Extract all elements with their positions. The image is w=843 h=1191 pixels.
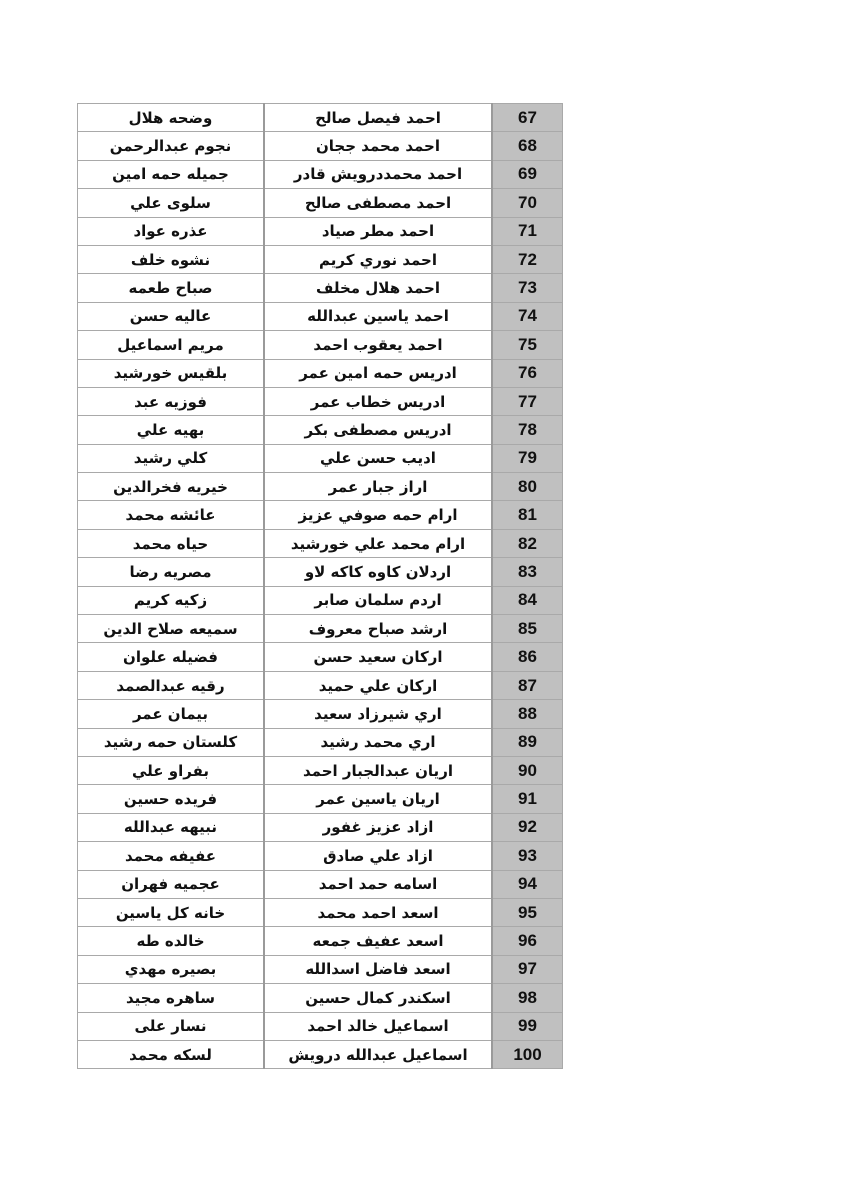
table-row bbox=[78, 274, 563, 302]
full-name-cell: اديب حسن علي bbox=[264, 444, 492, 472]
row-number-cell: 93 bbox=[492, 842, 563, 870]
row-number-cell: 86 bbox=[492, 643, 563, 671]
full-name-cell: احمد مطر صياد bbox=[264, 217, 492, 245]
mother-name-cell: عذره عواد bbox=[78, 217, 265, 245]
table-row bbox=[78, 359, 563, 387]
mother-name-cell: نجوم عبدالرحمن bbox=[78, 132, 265, 160]
full-name-cell: اسعد احمد محمد bbox=[264, 898, 492, 926]
mother-name-cell: بهيه علي bbox=[78, 416, 265, 444]
full-name-cell: احمد محمددرويش قادر bbox=[264, 160, 492, 188]
full-name-cell: احمد هلال مخلف bbox=[264, 274, 492, 302]
table-row bbox=[78, 842, 563, 870]
full-name-cell: احمد نوري كريم bbox=[264, 245, 492, 273]
row-number-cell: 68 bbox=[492, 132, 563, 160]
row-number-cell: 91 bbox=[492, 785, 563, 813]
row-number-cell: 67 bbox=[492, 104, 563, 132]
row-number-cell: 94 bbox=[492, 870, 563, 898]
full-name-cell: احمد محمد ججان bbox=[264, 132, 492, 160]
mother-name-cell: زكيه كريم bbox=[78, 586, 265, 614]
mother-name-cell: بيمان عمر bbox=[78, 700, 265, 728]
table-row bbox=[78, 529, 563, 557]
full-name-cell: احمد يعقوب احمد bbox=[264, 331, 492, 359]
row-number-cell: 75 bbox=[492, 331, 563, 359]
row-number-cell: 96 bbox=[492, 927, 563, 955]
row-number-cell: 69 bbox=[492, 160, 563, 188]
full-name-cell: ارام محمد علي خورشيد bbox=[264, 529, 492, 557]
table-row bbox=[78, 984, 563, 1012]
table-row bbox=[78, 416, 563, 444]
row-number-cell: 73 bbox=[492, 274, 563, 302]
mother-name-cell: مريم اسماعيل bbox=[78, 331, 265, 359]
full-name-cell: احمد فيصل صالح bbox=[264, 104, 492, 132]
mother-name-cell: بفراو علي bbox=[78, 756, 265, 784]
mother-name-cell: ساهره مجيد bbox=[78, 984, 265, 1012]
table-row bbox=[78, 898, 563, 926]
mother-name-cell: فضيله علوان bbox=[78, 643, 265, 671]
full-name-cell: ازاد علي صادق bbox=[264, 842, 492, 870]
mother-name-cell: خالده طه bbox=[78, 927, 265, 955]
table-row bbox=[78, 160, 563, 188]
mother-name-cell: فوزيه عبد bbox=[78, 387, 265, 415]
full-name-cell: اردلان كاوه كاكه لاو bbox=[264, 558, 492, 586]
table-row bbox=[78, 785, 563, 813]
table-row bbox=[78, 501, 563, 529]
mother-name-cell: سميعه صلاح الدين bbox=[78, 615, 265, 643]
mother-name-cell: خانه كل ياسين bbox=[78, 898, 265, 926]
table-row bbox=[78, 189, 563, 217]
full-name-cell: اري محمد رشيد bbox=[264, 728, 492, 756]
row-number-cell: 70 bbox=[492, 189, 563, 217]
row-number-cell: 72 bbox=[492, 245, 563, 273]
full-name-cell: اركان سعيد حسن bbox=[264, 643, 492, 671]
full-name-cell: اري شيرزاد سعيد bbox=[264, 700, 492, 728]
table-row bbox=[78, 245, 563, 273]
mother-name-cell: جميله حمه امين bbox=[78, 160, 265, 188]
table-row bbox=[78, 615, 563, 643]
row-number-cell: 100 bbox=[492, 1040, 563, 1068]
mother-name-cell: بصيره مهدي bbox=[78, 955, 265, 983]
table-row bbox=[78, 756, 563, 784]
row-number-cell: 77 bbox=[492, 387, 563, 415]
table-row bbox=[78, 387, 563, 415]
table-row bbox=[78, 586, 563, 614]
full-name-cell: ارشد صباح معروف bbox=[264, 615, 492, 643]
row-number-cell: 97 bbox=[492, 955, 563, 983]
row-number-cell: 82 bbox=[492, 529, 563, 557]
mother-name-cell: عاليه حسن bbox=[78, 302, 265, 330]
full-name-cell: اسامه حمد احمد bbox=[264, 870, 492, 898]
mother-name-cell: نبيهه عبدالله bbox=[78, 813, 265, 841]
table-row bbox=[78, 728, 563, 756]
table-row bbox=[78, 132, 563, 160]
mother-name-cell: سلوى علي bbox=[78, 189, 265, 217]
row-number-cell: 79 bbox=[492, 444, 563, 472]
row-number-cell: 81 bbox=[492, 501, 563, 529]
table-row bbox=[78, 671, 563, 699]
mother-name-cell: حياه محمد bbox=[78, 529, 265, 557]
full-name-cell: اردم سلمان صابر bbox=[264, 586, 492, 614]
table-row bbox=[78, 870, 563, 898]
row-number-cell: 83 bbox=[492, 558, 563, 586]
row-number-cell: 80 bbox=[492, 473, 563, 501]
row-number-cell: 84 bbox=[492, 586, 563, 614]
mother-name-cell: وضحه هلال bbox=[78, 104, 265, 132]
table-row bbox=[78, 444, 563, 472]
mother-name-cell: عائشه محمد bbox=[78, 501, 265, 529]
full-name-cell: ادريس مصطفى بكر bbox=[264, 416, 492, 444]
row-number-cell: 71 bbox=[492, 217, 563, 245]
mother-name-cell: خيريه فخرالدين bbox=[78, 473, 265, 501]
full-name-cell: احمد مصطفى صالح bbox=[264, 189, 492, 217]
full-name-cell: اريان ياسين عمر bbox=[264, 785, 492, 813]
table-row bbox=[78, 558, 563, 586]
mother-name-cell: رقيه عبدالصمد bbox=[78, 671, 265, 699]
row-number-cell: 88 bbox=[492, 700, 563, 728]
table-row bbox=[78, 813, 563, 841]
full-name-cell: اراز جبار عمر bbox=[264, 473, 492, 501]
mother-name-cell: مصريه رضا bbox=[78, 558, 265, 586]
full-name-cell: ازاد عزيز غفور bbox=[264, 813, 492, 841]
mother-name-cell: نسار على bbox=[78, 1012, 265, 1040]
table-row bbox=[78, 302, 563, 330]
mother-name-cell: فريده حسين bbox=[78, 785, 265, 813]
full-name-cell: اسماعيل عبدالله درويش bbox=[264, 1040, 492, 1068]
mother-name-cell: كلي رشيد bbox=[78, 444, 265, 472]
row-number-cell: 89 bbox=[492, 728, 563, 756]
full-name-cell: اسعد عفيف جمعه bbox=[264, 927, 492, 955]
row-number-cell: 78 bbox=[492, 416, 563, 444]
row-number-cell: 85 bbox=[492, 615, 563, 643]
full-name-cell: اركان علي حميد bbox=[264, 671, 492, 699]
row-number-cell: 95 bbox=[492, 898, 563, 926]
row-number-cell: 90 bbox=[492, 756, 563, 784]
table-row bbox=[78, 217, 563, 245]
full-name-cell: ادريس خطاب عمر bbox=[264, 387, 492, 415]
row-number-cell: 99 bbox=[492, 1012, 563, 1040]
names-table bbox=[77, 103, 563, 1069]
row-number-cell: 92 bbox=[492, 813, 563, 841]
table-row bbox=[78, 643, 563, 671]
full-name-cell: احمد ياسين عبدالله bbox=[264, 302, 492, 330]
full-name-cell: ارام حمه صوفي عزيز bbox=[264, 501, 492, 529]
mother-name-cell: بلقيس خورشيد bbox=[78, 359, 265, 387]
row-number-cell: 98 bbox=[492, 984, 563, 1012]
mother-name-cell: صباح طعمه bbox=[78, 274, 265, 302]
full-name-cell: ادريس حمه امين عمر bbox=[264, 359, 492, 387]
table-row bbox=[78, 700, 563, 728]
full-name-cell: اريان عبدالجبار احمد bbox=[264, 756, 492, 784]
full-name-cell: اسكندر كمال حسين bbox=[264, 984, 492, 1012]
row-number-cell: 76 bbox=[492, 359, 563, 387]
full-name-cell: اسعد فاضل اسدالله bbox=[264, 955, 492, 983]
mother-name-cell: نشوه خلف bbox=[78, 245, 265, 273]
names-table-body bbox=[78, 104, 563, 1069]
mother-name-cell: عفيفه محمد bbox=[78, 842, 265, 870]
full-name-cell: اسماعيل خالد احمد bbox=[264, 1012, 492, 1040]
row-number-cell: 74 bbox=[492, 302, 563, 330]
row-number-cell: 87 bbox=[492, 671, 563, 699]
table-row bbox=[78, 473, 563, 501]
table-row bbox=[78, 955, 563, 983]
table-row bbox=[78, 331, 563, 359]
table-row bbox=[78, 927, 563, 955]
mother-name-cell: عجميه فهران bbox=[78, 870, 265, 898]
mother-name-cell: لسكه محمد bbox=[78, 1040, 265, 1068]
table-row bbox=[78, 1040, 563, 1068]
table-row bbox=[78, 104, 563, 132]
mother-name-cell: كلستان حمه رشيد bbox=[78, 728, 265, 756]
table-row bbox=[78, 1012, 563, 1040]
